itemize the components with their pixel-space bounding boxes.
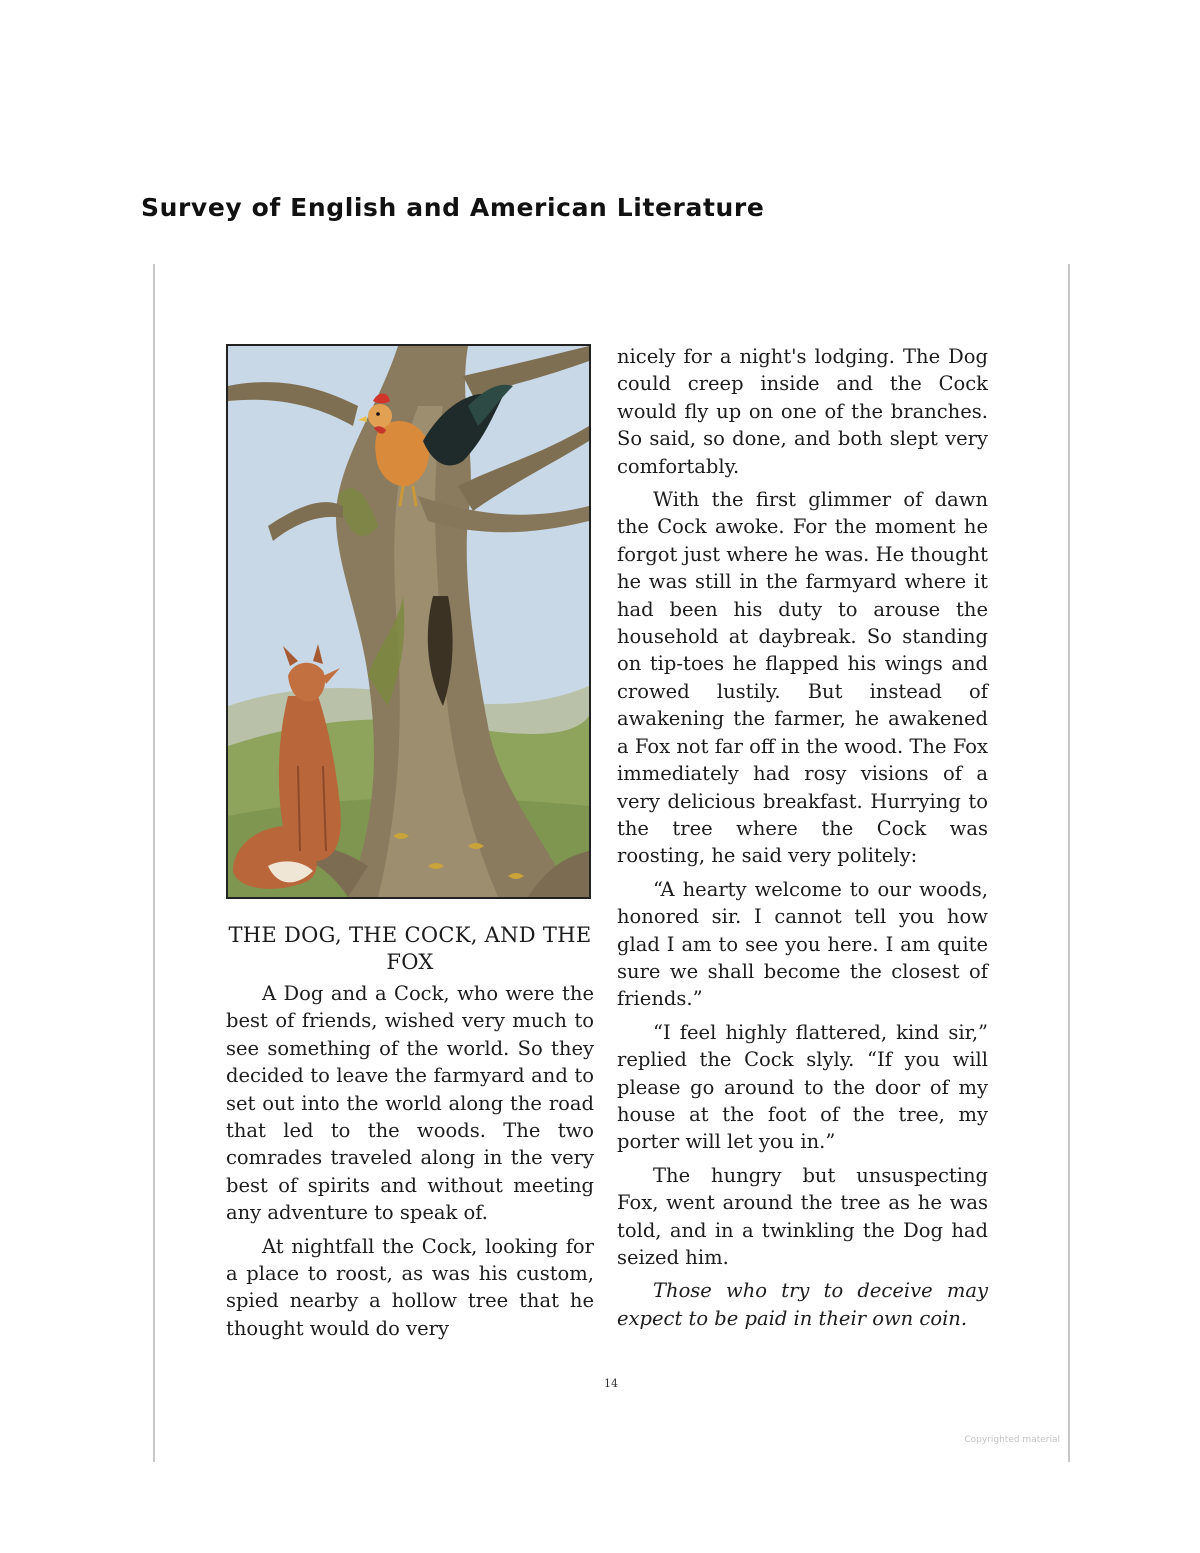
story-paragraph: “A hearty welcome to our woods, honored sir. I cannot tell you how glad I am to see you here. I am quite sure we shall become the closest of friends.” (617, 877, 988, 1011)
story-moral: Those who try to deceive may expect to be paid in their own coin. (617, 1279, 988, 1330)
story-paragraph: nicely for a night's lodging. The Dog could creep inside and the Cock would fly up on one of the branches. So said, so done, and both slept very comfortably. (617, 345, 988, 478)
story-title: THE DOG, THE COCK, AND THE FOX (228, 923, 592, 974)
story-paragraph: The hungry but unsuspecting Fox, went around the tree as he was told, and in a twinkling the Dog had seized him. (617, 1163, 988, 1269)
story-paragraph: At nightfall the Cock, looking for a place to roost, as was his custom, spied nearby a hollow tree that he thought would do very (226, 1234, 594, 1340)
illustration-scene (228, 346, 589, 897)
right-text-column (617, 343, 988, 1338)
page-header-title: Survey of English and American Literature (141, 193, 765, 222)
copyright-watermark: Copyrighted material (964, 1435, 1060, 1445)
left-page-edge (153, 264, 155, 1462)
page-number: 14 (604, 1377, 618, 1390)
story-paragraph: With the first glimmer of dawn the Cock awoke. For the moment he forgot just where he was. He thought he was still in the farmyard where it had been his duty to arouse the household at daybreak. So standing on tip-toes he flapped his wings and crowed lustily. But instead of awakening the farmer, he awakened a Fox not far off in the wood. The Fox immediately had rosy visions of a very delicious breakfast. Hurrying to the tree where the Cock was roosting, he said very politely: (617, 488, 988, 868)
left-text-column (226, 922, 594, 1348)
story-paragraph: “I feel highly flattered, kind sir,” replied the Cock slyly. “If you will please go around to the door of my house at the foot of the tree, my porter will let you in.” (617, 1020, 988, 1154)
fable-illustration (226, 344, 591, 899)
story-paragraph: A Dog and a Cock, who were the best of friends, wished very much to see something of the world. So they decided to leave the farmyard and to set out into the world along the road that led to the woods. The two comrades traveled along in the very best of spirits and without meeting any adventure to speak of. (226, 982, 594, 1225)
right-page-edge (1068, 264, 1070, 1462)
